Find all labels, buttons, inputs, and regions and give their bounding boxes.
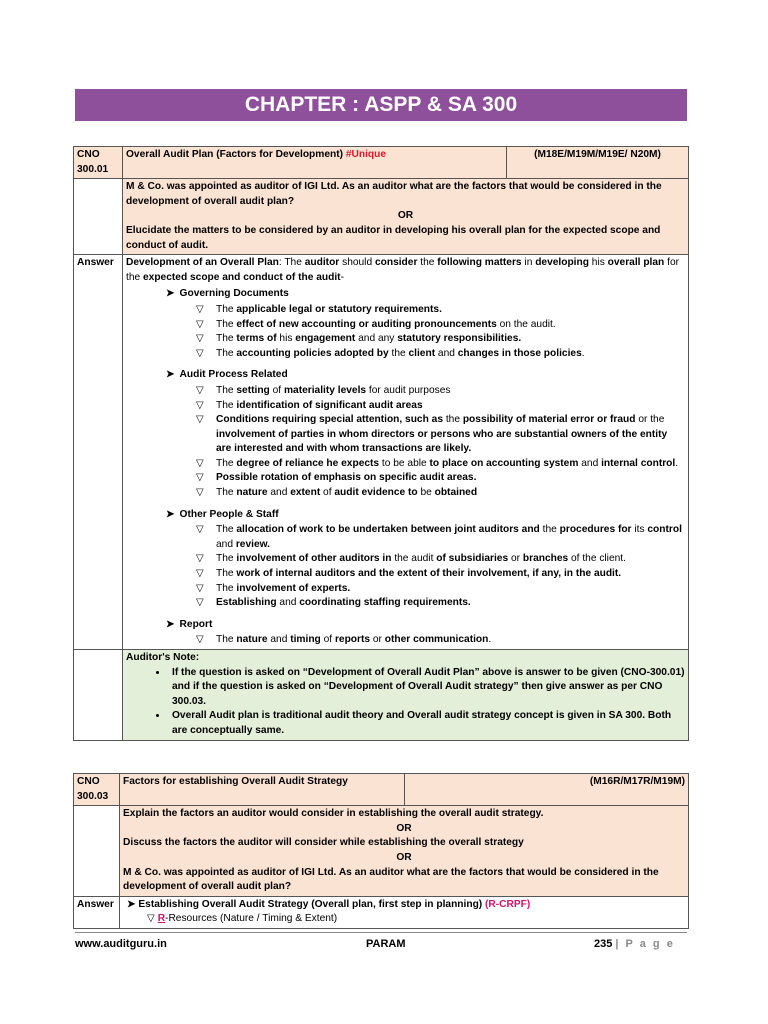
group-heading-report: ➤ Report — [166, 618, 213, 630]
or-separator: OR — [397, 210, 414, 222]
list-item: ▽ Conditions requiring special attention, such as the possibility of material error or fraud or the involvement of parties in whom directors or persons who are substantial owners of the entity are interested and with whom transactions are likely. — [196, 414, 668, 455]
arrow-bullet-icon: ➤ — [166, 288, 175, 300]
answer-label: Answer — [74, 896, 120, 928]
arrow-bullet-icon: ➤ — [166, 508, 175, 520]
check-bullet-icon: ▽ — [196, 347, 204, 359]
footer-center-text: PARAM — [366, 938, 406, 950]
list-item: ▽ The nature and timing of reports or other communication. — [196, 633, 685, 648]
cno-cell: CNO 300.03 — [74, 774, 120, 806]
list-item: ▽ The accounting policies adopted by the client and changes in those policies. — [196, 347, 685, 362]
list-item: ▽ The allocation of work to be undertaken between joint auditors and the procedures for its control and review. — [196, 524, 682, 550]
list-item: ▽ The terms of his engagement and any statutory responsibilities. — [196, 332, 685, 347]
check-bullet-icon: ▽ — [196, 457, 204, 469]
empty-cell — [74, 179, 123, 255]
check-bullet-icon: ▽ — [196, 597, 204, 609]
list-item: ▽ The involvement of other auditors in the audit of subsidiaries or branches of the client. — [196, 552, 685, 567]
resources-item: ▽ R-Resources (Nature / Timing & Extent) — [147, 913, 338, 925]
note-item: • Overall Audit plan is traditional audit theory and Overall audit strategy concept is given in SA 300. Both are conceptually same. — [168, 709, 685, 738]
answer-label: Answer — [74, 255, 123, 650]
exam-codes: (M18E/M19M/M19E/ N20M) — [507, 147, 689, 179]
check-bullet-icon: ▽ — [196, 318, 204, 330]
group-heading-audit-process: ➤ Audit Process Related — [166, 369, 288, 381]
check-bullet-icon: ▽ — [147, 913, 155, 925]
cno-cell: CNO 300.01 — [74, 147, 123, 179]
report-list — [126, 633, 685, 648]
check-bullet-icon: ▽ — [196, 634, 204, 646]
question-text-cell — [123, 179, 689, 255]
list-item: ▽ The identification of significant audit areas — [196, 399, 685, 414]
empty-cell — [74, 650, 123, 741]
audit-process-list — [126, 384, 685, 501]
list-item: ▽ The degree of reliance he expects to be able to place on accounting system and internal control. — [196, 457, 685, 472]
question-table-300-01 — [73, 146, 689, 741]
answer-body — [120, 896, 689, 928]
list-item: ▽ Possible rotation of emphasis on specific audit areas. — [196, 471, 685, 486]
check-bullet-icon: ▽ — [196, 553, 204, 565]
answer-heading: ➤ Establishing Overall Audit Strategy (Overall plan, first step in planning) (R-CRPF) — [127, 898, 531, 910]
footer-website[interactable]: www.auditguru.in — [75, 938, 167, 950]
arrow-bullet-icon: ➤ — [166, 369, 175, 381]
question-title: Overall Audit Plan (Factors for Development) — [126, 149, 343, 160]
answer-intro: Development of an Overall Plan: The auditor should consider the following matters in developing his overall plan for the expected scope and conduct of the audit- — [126, 257, 680, 283]
question-text-row — [74, 806, 689, 897]
auditor-note-row — [74, 650, 689, 741]
note-item: • If the question is asked on “Development of Overall Audit Plan” above is answer to be given (CNO-300.01) and if the question is asked on “Development of Overall Audit strategy” then give answer as per CNO 300.03. — [168, 666, 685, 710]
question-table-300-03 — [73, 773, 689, 929]
mnemonic-letter: R — [157, 913, 166, 925]
auditor-note-list — [126, 666, 685, 739]
question-text-row — [74, 179, 689, 255]
group-heading-people-staff: ➤ Other People & Staff — [166, 508, 279, 520]
check-bullet-icon: ▽ — [196, 582, 204, 594]
check-bullet-icon: ▽ — [196, 472, 204, 484]
or-separator: OR — [396, 851, 412, 863]
footer-divider — [75, 932, 687, 933]
page-number: 235 — [594, 938, 613, 950]
chapter-title-banner: CHAPTER : ASPP & SA 300 — [75, 89, 687, 121]
auditor-note-cell — [123, 650, 689, 741]
footer-page-number — [594, 938, 675, 950]
question-header-row — [74, 147, 689, 179]
or-separator: OR — [396, 822, 412, 834]
auditor-note-title: Auditor's Note: — [126, 652, 200, 663]
list-item: ▽ The involvement of experts. — [196, 582, 685, 597]
answer-body — [123, 255, 689, 650]
question-text-3: M & Co. was appointed as auditor of IGI Ltd. As an auditor what are the factors that would be considered in the development of overall audit plan? — [123, 866, 659, 893]
question-text-cell — [120, 806, 689, 897]
governing-list — [126, 303, 685, 361]
arrow-bullet-icon: ➤ — [166, 618, 175, 630]
list-item: ▽ The effect of new accounting or auditing pronouncements on the audit. — [196, 318, 685, 333]
question-title-cell — [123, 147, 507, 179]
check-bullet-icon: ▽ — [196, 524, 204, 536]
check-bullet-icon: ▽ — [196, 487, 204, 499]
mnemonic: (R-CRPF) — [485, 898, 531, 910]
question-text-1: M & Co. was appointed as auditor of IGI Ltd. As an auditor what are the factors that would be considered in the development of overall audit plan? — [126, 181, 662, 207]
people-staff-list — [126, 523, 685, 611]
page-word: | P a g e — [615, 938, 675, 950]
question-text-2: Elucidate the matters to be considered by an auditor in developing his overall plan for the expected scope and conduct of audit. — [126, 224, 661, 251]
question-title: Factors for establishing Overall Audit Strategy — [120, 774, 405, 806]
answer-row — [74, 255, 689, 650]
exam-codes: (M16R/M17R/M19M) — [405, 774, 689, 806]
unique-tag: #Unique — [345, 149, 387, 160]
check-bullet-icon: ▽ — [196, 414, 204, 426]
check-bullet-icon: ▽ — [196, 568, 204, 580]
question-text-2: Discuss the factors the auditor will consider while establishing the overall strategy — [123, 837, 524, 849]
check-bullet-icon: ▽ — [196, 399, 204, 411]
list-item: ▽ The nature and extent of audit evidence to be obtained — [196, 486, 685, 501]
check-bullet-icon: ▽ — [196, 384, 204, 396]
list-item: ▽ The setting of materiality levels for audit purposes — [196, 384, 685, 399]
answer-row — [74, 896, 689, 928]
arrow-bullet-icon: ➤ — [127, 898, 136, 910]
list-item: ▽ Establishing and coordinating staffing requirements. — [196, 596, 685, 611]
question-header-row — [74, 774, 689, 806]
list-item: ▽ The applicable legal or statutory requirements. — [196, 303, 685, 318]
group-heading-governing: ➤ Governing Documents — [166, 288, 289, 300]
check-bullet-icon: ▽ — [196, 303, 204, 315]
question-text-1: Explain the factors an auditor would consider in establishing the overall audit strategy. — [123, 808, 544, 820]
empty-cell — [74, 806, 120, 897]
list-item: ▽ The work of internal auditors and the extent of their involvement, if any, in the audit. — [196, 567, 685, 582]
check-bullet-icon: ▽ — [196, 333, 204, 345]
